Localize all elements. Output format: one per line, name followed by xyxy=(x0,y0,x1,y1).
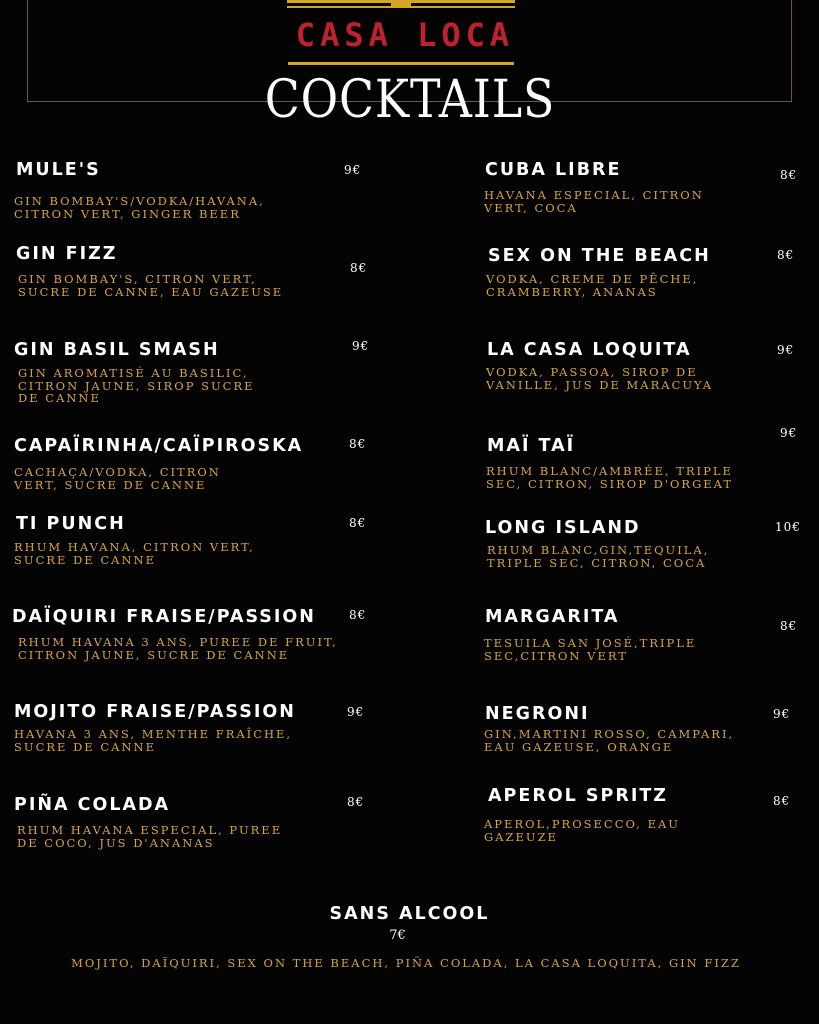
item-desc-cuba-libre: HAVANA ESPECIAL, CITRON VERT, COCA xyxy=(484,188,704,215)
item-price-caipirinha: 8€ xyxy=(349,437,367,451)
sans-alcool-price: 7€ xyxy=(389,928,406,943)
item-desc-aperol-spritz: APEROL,PROSECCO, EAU GAZEUZE xyxy=(484,817,680,844)
item-price-aperol-spritz: 8€ xyxy=(773,794,791,808)
item-desc-negroni: GIN,MARTINI ROSSO, CAMPARI, EAU GAZEUSE, ORANGE xyxy=(484,727,735,754)
item-desc-la-casa-loquita: VODKA, PASSOA, SIROP DE VANILLE, JUS DE MARACUYA xyxy=(486,365,714,392)
item-desc-daiquiri: RHUM HAVANA 3 ANS, PUREE DE FRUIT, CITRON JAUNE, SUCRE DE CANNE xyxy=(18,635,338,662)
item-desc-caipirinha: CACHAÇA/VODKA, CITRON VERT, SUCRE DE CANNE xyxy=(14,465,221,492)
item-name-ti-punch: TI PUNCH xyxy=(16,514,126,534)
item-name-margarita: MARGARITA xyxy=(485,607,620,627)
item-price-pina-colada: 8€ xyxy=(347,795,365,809)
item-desc-gin-fizz: GIN BOMBAY'S, CITRON VERT, SUCRE DE CANNE, EAU GAZEUSE xyxy=(18,272,284,299)
item-price-gin-basil-smash: 9€ xyxy=(352,339,370,353)
item-price-negroni: 9€ xyxy=(773,707,791,721)
item-price-mai-tai: 9€ xyxy=(780,426,798,440)
item-desc-mojito: HAVANA 3 ANS, MENTHE FRAÎCHE, SUCRE DE CANNE xyxy=(14,727,293,754)
item-desc-mai-tai: RHUM BLANC/AMBRÉE, TRIPLE SEC, CITRON, SIROP D'ORGEAT xyxy=(486,464,734,491)
item-desc-mules: GIN BOMBAY'S/VODKA/HAVANA, CITRON VERT, GINGER BEER xyxy=(14,194,265,221)
item-name-sex-on-the-beach: SEX ON THE BEACH xyxy=(488,246,711,266)
item-price-daiquiri: 8€ xyxy=(349,608,367,622)
item-price-margarita: 8€ xyxy=(780,619,798,633)
item-name-caipirinha: CAPAÏRINHA/CAÏPIROSKA xyxy=(14,436,304,456)
sans-alcool-title: SANS ALCOOL xyxy=(329,904,490,924)
item-name-negroni: NEGRONI xyxy=(485,704,590,724)
sans-alcool-desc: MOJITO, DAÏQUIRI, SEX ON THE BEACH, PIÑA COLADA, LA CASA LOQUITA, GIN FIZZ xyxy=(71,956,741,970)
item-desc-sex-on-the-beach: VODKA, CREME DE PÊCHE, CRAMBERRY, ANANAS xyxy=(486,272,699,299)
item-name-gin-fizz: GIN FIZZ xyxy=(16,244,118,264)
item-desc-long-island: RHUM BLANC,GIN,TEQUILA, TRIPLE SEC, CITRON, COCA xyxy=(487,543,710,570)
brand-underline xyxy=(288,62,514,65)
item-price-mojito: 9€ xyxy=(347,705,365,719)
item-price-long-island: 10€ xyxy=(775,520,801,534)
item-price-mules: 9€ xyxy=(344,163,362,177)
item-desc-ti-punch: RHUM HAVANA, CITRON VERT, SUCRE DE CANNE xyxy=(14,540,255,567)
item-desc-pina-colada: RHUM HAVANA ESPECIAL, PUREE DE COCO, JUS D'ANANAS xyxy=(17,823,283,850)
item-name-pina-colada: PIÑA COLADA xyxy=(14,795,171,815)
item-desc-margarita: TESUILA SAN JOSÉ,TRIPLE SEC,CITRON VERT xyxy=(484,636,697,663)
item-price-gin-fizz: 8€ xyxy=(350,261,368,275)
item-desc-gin-basil-smash: GIN AROMATISÉ AU BASILIC, CITRON JAUNE, SIROP SUCRE DE CANNE xyxy=(18,366,255,405)
item-name-daiquiri: DAÏQUIRI FRAISE/PASSION xyxy=(12,607,316,627)
item-price-sex-on-the-beach: 8€ xyxy=(777,248,795,262)
logo-ornament-icon xyxy=(287,0,515,10)
item-name-mai-tai: MAÏ TAÏ xyxy=(487,436,576,456)
item-name-long-island: LONG ISLAND xyxy=(485,518,641,538)
item-price-la-casa-loquita: 9€ xyxy=(777,343,795,357)
item-name-cuba-libre: CUBA LIBRE xyxy=(485,160,622,180)
item-price-cuba-libre: 8€ xyxy=(780,168,798,182)
item-name-la-casa-loquita: LA CASA LOQUITA xyxy=(487,340,692,360)
item-name-mojito: MOJITO FRAISE/PASSION xyxy=(14,702,296,722)
brand-name: CASA LOCA xyxy=(295,16,515,54)
page-title: COCKTAILS xyxy=(264,70,556,130)
item-name-gin-basil-smash: GIN BASIL SMASH xyxy=(14,340,220,360)
item-price-ti-punch: 8€ xyxy=(349,516,367,530)
item-name-mules: MULE'S xyxy=(16,160,101,180)
item-name-aperol-spritz: APEROL SPRITZ xyxy=(488,786,668,806)
